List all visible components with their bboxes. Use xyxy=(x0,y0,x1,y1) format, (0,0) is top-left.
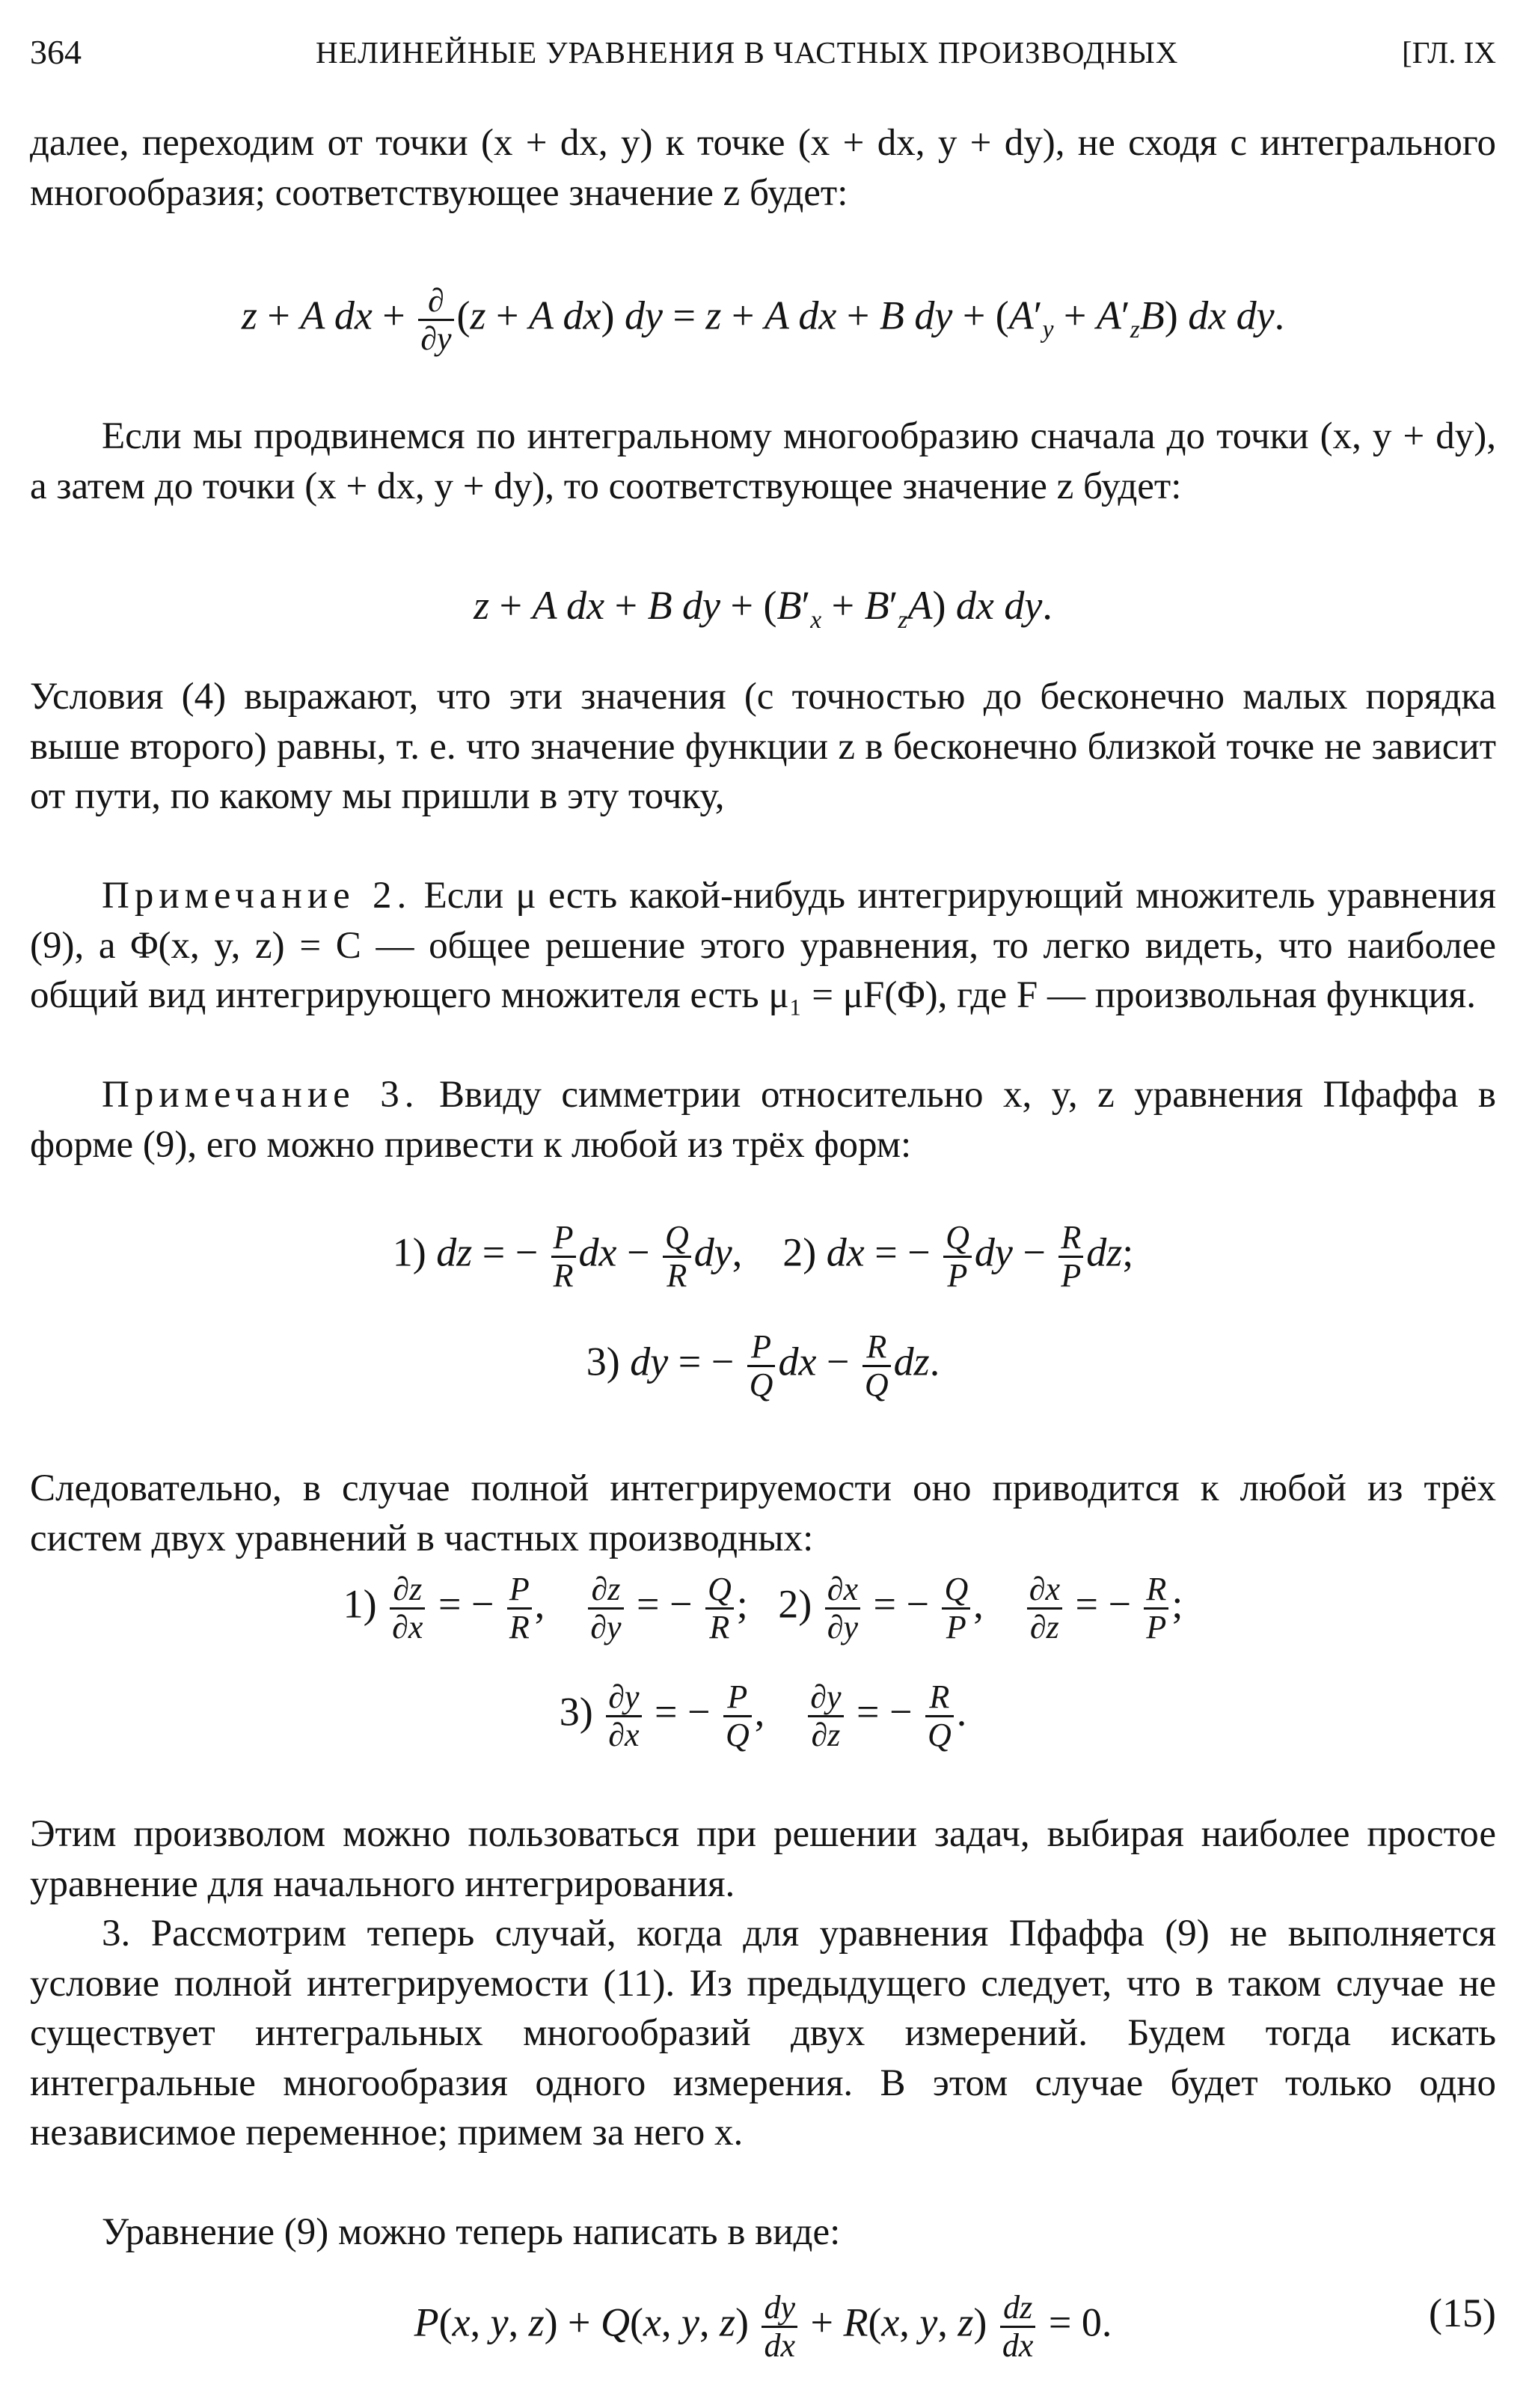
note-3-text: Ввиду симметрии относительно x, y, z уравнения Пфаффа в форме (9), его можно привести к любой из трёх форм: xyxy=(30,1074,1497,1166)
paragraph-3: Условия (4) выражают, что эти значения (с точностью до бесконечно малых порядка выше второго) равны, т. е. что значение функции z в бесконечно близкой точке не зависит от пути, по какому мы пришли в эту точку, xyxy=(30,676,1496,817)
equation-5: 1) $\frac{\partial z}{\partial x}$ = − $\frac{P}{R}$ , $\frac{\partial z}{\partial y}$ = − $\frac{Q}{R}$ ; 2) $\frac{\partial x}{\partial y}$ = − $\frac{Q}{P}$ , $\frac{\partial x}{\partial z}$ = − $\frac{R}{P}$ ; xyxy=(343,1571,1183,1645)
chapter-label: [ГЛ. IX xyxy=(1402,35,1496,70)
page-number: 364 xyxy=(30,33,82,71)
equation-2: z + A dx + B dy + $(B'_x + B'_zA)$ dx dy. xyxy=(474,583,1053,634)
note-3-label: Примечание 3. xyxy=(102,1074,420,1116)
equation-1: z + A dx + $\frac{\partial}{\partial y}$ (z + A dx) dy = z + A dx + B dy + $(A'_y + A'_zB)$ dx dy. xyxy=(241,282,1285,357)
running-title: НЕЛИНЕЙНЫЕ УРАВНЕНИЯ В ЧАСТНЫХ ПРОИЗВОДНЫХ xyxy=(316,35,1179,70)
running-header xyxy=(30,30,1496,75)
equation-7: P(x, y, z) + Q(x, y, z) $\frac{dy}{dx}$ + R(x, y, z) $\frac{dz}{dx}$ = 0. (15) xyxy=(414,2289,1496,2364)
equation-3: 1) dz = − $\frac{P}{R}$ dx − $\frac{Q}{R}$ dy, 2) dx = − $\frac{Q}{P}$ dy − $\frac{R}{P}$ dz; xyxy=(392,1219,1134,1294)
note-2 xyxy=(30,871,1496,1021)
equation-number: (15) xyxy=(1429,2291,1496,2335)
paragraph-6: 3. Рассмотрим теперь случай, когда для уравнения Пфаффа (9) не выполняется условие полной интегрируемости (11). Из предыдущего следует, что в таком случае не существует интегральных многообразий двух измерений. Будем тогда искать интегральные многообразия одного измерения. В этом случае будет только одно независимое переменное; примем за него x. xyxy=(30,1913,1496,2154)
note-2-text: Если μ есть какой-нибудь интегрирующий множитель уравнения (9), а Φ(x, y, z) = C — общее решение этого уравнения, то легко видеть, что наиболее общий вид интегрирующего множителя есть μ₁ = μF(Φ), где F — произвольная функция. xyxy=(30,875,1497,1016)
paragraph-1: далее, переходим от точки (x + dx, y) к точке (x + dx, y + dy), не сходя с интегрального многообразия; соответствующее значение z будет: xyxy=(30,122,1496,214)
paragraph-2: Если мы продвинемся по интегральному многообразию сначала до точки (x, y + dy), а затем до точки (x + dx, y + dy), то соответствующее значение z будет: xyxy=(30,415,1496,507)
paragraph-4: Следовательно, в случае полной интегрируемости оно приводится к любой из трёх систем двух уравнений в частных производных: xyxy=(30,1467,1496,1559)
equation-6: 3) $\frac{\partial y}{\partial x}$ = − $\frac{P}{Q}$ , $\frac{\partial y}{\partial z}$ = − $\frac{R}{Q}$ . xyxy=(559,1678,967,1753)
paragraph-7: Уравнение (9) можно теперь написать в виде: xyxy=(102,2211,841,2253)
note-2-label: Примечание 2. xyxy=(102,875,412,917)
note-3 xyxy=(30,1070,1496,1170)
paragraph-5: Этим произволом можно пользоваться при решении задач, выбирая наиболее простое уравнение для начального интегрирования. xyxy=(30,1813,1496,1905)
equation-4: 3) dy = − $\frac{P}{Q}$ dx − $\frac{R}{Q}$ dz. xyxy=(586,1328,940,1403)
